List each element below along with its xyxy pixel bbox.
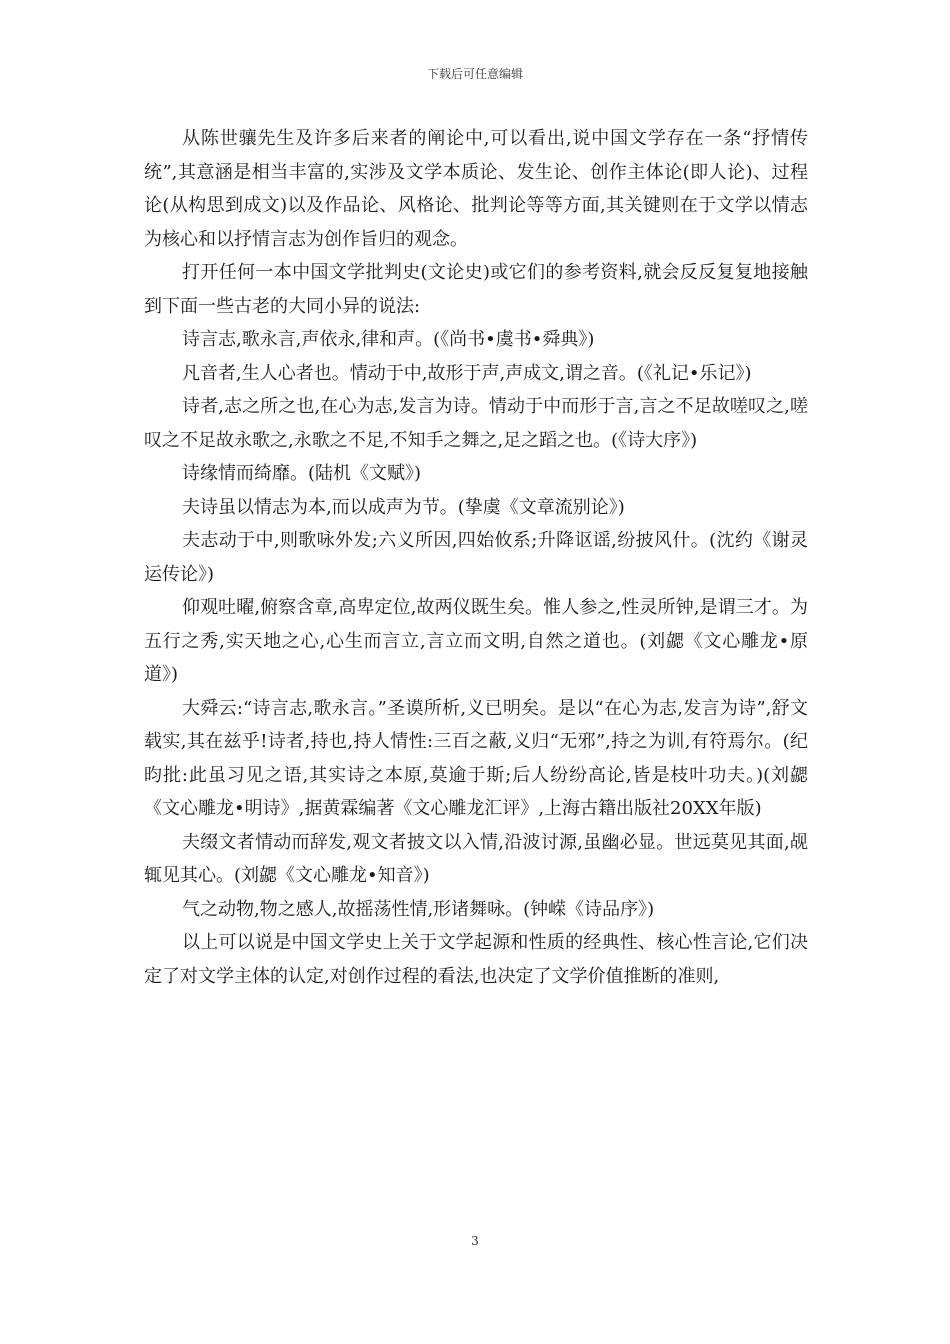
quotation: 凡音者,生人心者也。情动于中,故形于声,声成文,谓之音。(《礼记•乐记》) (182, 362, 752, 384)
quotation: 诗缘情而绮靡。(陆机《文赋》) (182, 463, 422, 484)
paragraph: 打开任何一本中国文学批判史(文论史)或它们的参考资料,就会反反复复地接触到下面一些古老的大同小异的说法: (144, 262, 808, 317)
document-body (144, 122, 808, 993)
page-header: 下载后可任意编辑 (426, 67, 523, 81)
quotation: 大舜云:“诗言志,歌永言。”圣谟所析,义已明矣。是以“在心为志,发言为诗”,舒文载实,其在兹乎!诗者,持也,持人情性:三百之蔽,义归“无邪”,持之为训,有符焉尔。(纪昀批:此虽习见之语,其实诗之本原,莫逾于斯;后人纷纷高论,皆是枝叶功夫。)(刘勰《文心雕龙•明诗》,据黄霖编著《文心雕龙汇评》,上海古籍出版社20XX年版) (144, 697, 808, 819)
quotation: 夫缀文者情动而辞发,观文者披文以入情,沿波讨源,虽幽必显。世远莫见其面,觇辄见其心。(刘勰《文心雕龙•知音》) (144, 831, 808, 886)
quotation: 诗言志,歌永言,声依永,律和声。(《尚书•虞书•舜典》) (182, 329, 595, 350)
paragraph: 以上可以说是中国文学史上关于文学起源和性质的经典性、核心性言论,它们决定了对文学主体的认定,对创作过程的看法,也决定了文学价值推断的准则, (144, 932, 808, 987)
page-number: 3 (471, 1234, 479, 1248)
quotation: 仰观吐曜,俯察含章,高卑定位,故两仪既生矣。惟人参之,性灵所钟,是谓三才。为五行之秀,实天地之心,心生而言立,言立而文明,自然之道也。(刘勰《文心雕龙•原道》) (144, 597, 808, 685)
quotation: 诗者,志之所之也,在心为志,发言为诗。情动于中而形于言,言之不足故嗟叹之,嗟叹之不足故永歌之,永歌之不足,不知手之舞之,足之蹈之也。(《诗大序》) (144, 396, 808, 451)
quotation: 气之动物,物之感人,故摇荡性情,形诸舞咏。(钟嵘《诗品序》) (182, 898, 655, 920)
quotation: 夫志动于中,则歌咏外发;六义所因,四始攸系;升降讴谣,纷披风什。(沈约《谢灵运传论》) (144, 530, 808, 585)
quotation: 夫诗虽以情志为本,而以成声为节。(挚虞《文章流别论》) (182, 496, 625, 518)
paragraph: 从陈世骧先生及许多后来者的阐论中,可以看出,说中国文学存在一条“抒情传统”,其意涵是相当丰富的,实涉及文学本质论、发生论、创作主体论(即人论)、过程论(从构思到成文)以及作品论、风格论、批判论等等方面,其关键则在于文学以情志为核心和以抒情言志为创作旨归的观念。 (144, 128, 808, 250)
